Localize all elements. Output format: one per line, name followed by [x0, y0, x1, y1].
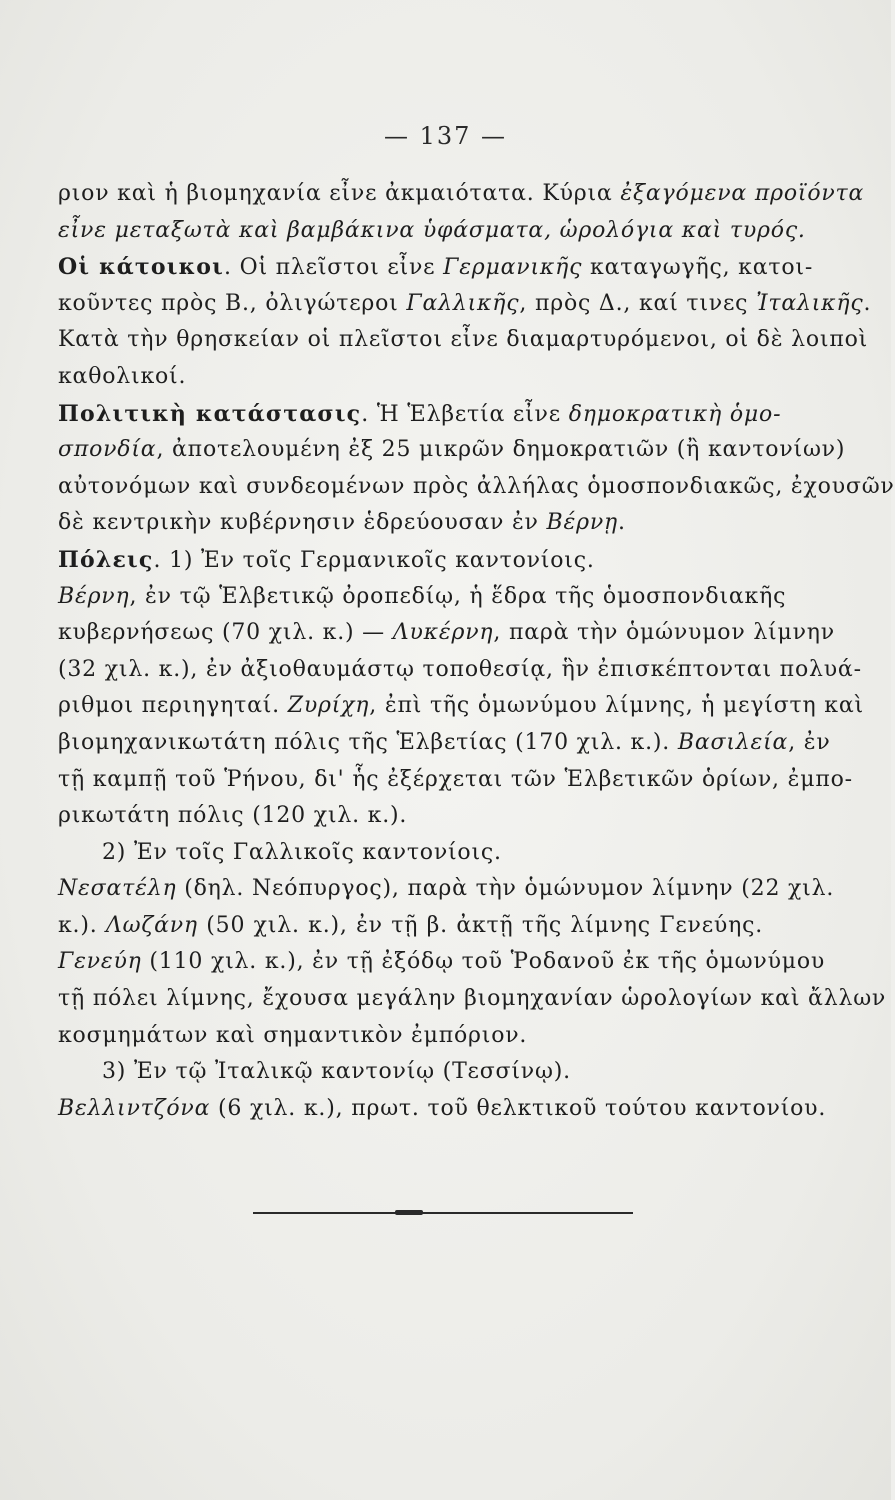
text-line: [58, 579, 787, 616]
text-run: (32 χιλ. κ.), ἐν ἀξιοθαυμάστῳ τοποθεσίᾳ, ἣν ἐπισκέπτονται πολυά-: [58, 656, 862, 682]
text-line: [58, 981, 887, 1018]
end-rule-divider: [253, 1212, 633, 1214]
text-run: , ἐπὶ τῆς ὁμωνύμου λίμνης, ἡ μεγίστη καὶ: [369, 693, 864, 719]
text-line: [58, 798, 763, 835]
italic-term: Γερμανικῆς: [443, 255, 583, 281]
text-run: , παρὰ τὴν ὁμώνυμον λίμνην: [493, 620, 835, 646]
italic-term: εἶνε μεταξωτὰ καὶ βαμβάκινα ὑφάσματα, ὡρολόγια καὶ τυρός.: [58, 217, 806, 243]
text-line: [58, 396, 782, 433]
text-run: κ.).: [58, 912, 106, 938]
text-line: [58, 286, 872, 323]
text-run: τῇ πόλει λίμνης, ἔχουσα μεγάλην βιομηχανίαν ὡρολογίων καὶ ἄλλων: [58, 986, 887, 1012]
text-run: καθολικοί.: [58, 363, 187, 389]
section-heading: Πόλεις: [58, 546, 154, 573]
text-run: κυβερνήσεως (70 χιλ. κ.) —: [58, 620, 393, 646]
text-run: ριον καὶ ἡ βιομηχανία εἶνε ἀκμαιότατα. Κύρια: [58, 181, 621, 206]
text-line: [58, 176, 865, 213]
page-text-body: [58, 176, 895, 1127]
italic-term: Γαλλικῆς: [406, 290, 520, 316]
text-line: [58, 652, 862, 689]
text-line: [58, 762, 853, 799]
text-run: . Οἱ πλεῖστοι εἶνε: [224, 255, 444, 281]
text-run: (δηλ. Νεόπυργος), παρὰ τὴν ὁμώνυμον λίμνην (22 χιλ.: [176, 876, 835, 902]
text-line: [58, 871, 835, 908]
text-line: [58, 1018, 763, 1055]
text-run: κοσμημάτων καὶ σημαντικὸν ἐμπόριον.: [58, 1022, 528, 1048]
section-heading: Πολιτικὴ κατάστασις: [58, 400, 362, 427]
text-line: [58, 944, 826, 981]
text-run: , ἐν: [788, 729, 831, 755]
italic-term: Ζυρίχη: [287, 693, 370, 719]
text-run: . 1) Ἐν τοῖς Γερμανικοῖς καντονίοις.: [153, 547, 595, 573]
text-run: αὐτονόμων καὶ συνδεομένων πρὸς ἀλλήλας ὁμοσπονδιακῶς, ἐχουσῶν: [58, 473, 895, 499]
italic-term: δημοκρατικὴ ὁμο-: [568, 401, 782, 427]
text-line: [58, 835, 763, 872]
text-line: [58, 213, 806, 250]
text-run: (50 χιλ. κ.), ἐν τῇ β. ἀκτῇ τῆς λίμνης Γενεύης.: [197, 912, 763, 938]
text-run: , πρὸς Δ., καί τινες: [519, 290, 757, 316]
italic-term: Γενεύη: [58, 949, 142, 975]
text-line: [58, 469, 895, 506]
text-line: [58, 505, 763, 542]
text-run: κοῦντες πρὸς Β., ὀλιγώτεροι: [58, 290, 407, 316]
text-run: καταγωγῆς, κατοι-: [582, 255, 814, 281]
text-run: 2) Ἐν τοῖς Γαλλικοῖς καντονίοις.: [102, 839, 502, 865]
italic-term: Λωζάνη: [105, 912, 198, 938]
italic-term: Βελλιντζόνα: [58, 1095, 211, 1121]
text-run: ριθμοι περιηγηταί.: [58, 693, 288, 719]
text-line: [58, 542, 763, 579]
text-line: [58, 908, 763, 945]
text-run: τῇ καμπῇ τοῦ Ῥήνου, δι' ἧς ἐξέρχεται τῶν Ἑλβετικῶν ὁρίων, ἐμπο-: [58, 766, 853, 792]
italic-term: Νεσατέλη: [58, 876, 177, 902]
italic-term: Λυκέρνη: [392, 620, 494, 646]
text-run: , ἀποτελουμένη ἐξ 25 μικρῶν δημοκρατιῶν (ἢ καντονίων): [156, 437, 846, 463]
italic-term: σπονδία: [58, 437, 157, 463]
text-line: [58, 359, 763, 396]
text-line: [58, 1054, 763, 1091]
text-line: [58, 725, 831, 762]
text-line: [58, 615, 835, 652]
text-line: [58, 249, 814, 286]
text-run: ρικωτάτη πόλις (120 χιλ. κ.).: [58, 803, 408, 829]
text-run: , ἐν τῷ Ἑλβετικῷ ὀροπεδίῳ, ἡ ἕδρα τῆς ὁμοσπονδιακῆς: [129, 583, 787, 609]
text-run: (110 χιλ. κ.), ἐν τῇ ἐξόδῳ τοῦ Ῥοδανοῦ ἐκ τῆς ὁμωνύμου: [141, 949, 826, 975]
italic-term: Βέρνῃ: [546, 510, 618, 536]
text-run: . Ἡ Ἑλβετία εἶνε: [361, 401, 569, 427]
italic-term: Βασιλεία: [677, 729, 789, 755]
text-run: (6 χιλ. κ.), πρωτ. τοῦ θελκτικοῦ τούτου καντονίου.: [210, 1095, 827, 1121]
page-number: — 137 —: [383, 122, 508, 150]
italic-term: Ἰταλικῆς: [756, 290, 864, 316]
text-run: .: [618, 510, 626, 536]
text-run: δὲ κεντρικὴν κυβέρνησιν ἑδρεύουσαν ἐν: [58, 510, 547, 536]
text-run: βιομηχανικωτάτη πόλις τῆς Ἑλβετίας (170 χιλ. κ.).: [58, 729, 678, 755]
text-line: [58, 688, 864, 725]
text-run: Κατὰ τὴν θρησκείαν οἱ πλεῖστοι εἶνε διαμαρτυρόμενοι, οἱ δὲ λοιποὶ: [58, 327, 869, 353]
italic-term: Βέρνη: [58, 583, 130, 609]
text-run: .: [863, 290, 872, 316]
section-heading: Οἱ κάτοικοι: [58, 254, 225, 281]
text-line: [58, 432, 846, 469]
end-rule-ornament: [395, 1210, 423, 1215]
text-run: 3) Ἐν τῷ Ἰταλικῷ καντονίῳ (Τεσσίνῳ).: [102, 1059, 571, 1085]
text-line: [58, 1091, 827, 1128]
italic-term: ἐξαγόμενα προϊόντα: [620, 181, 865, 206]
text-line: [58, 322, 869, 359]
